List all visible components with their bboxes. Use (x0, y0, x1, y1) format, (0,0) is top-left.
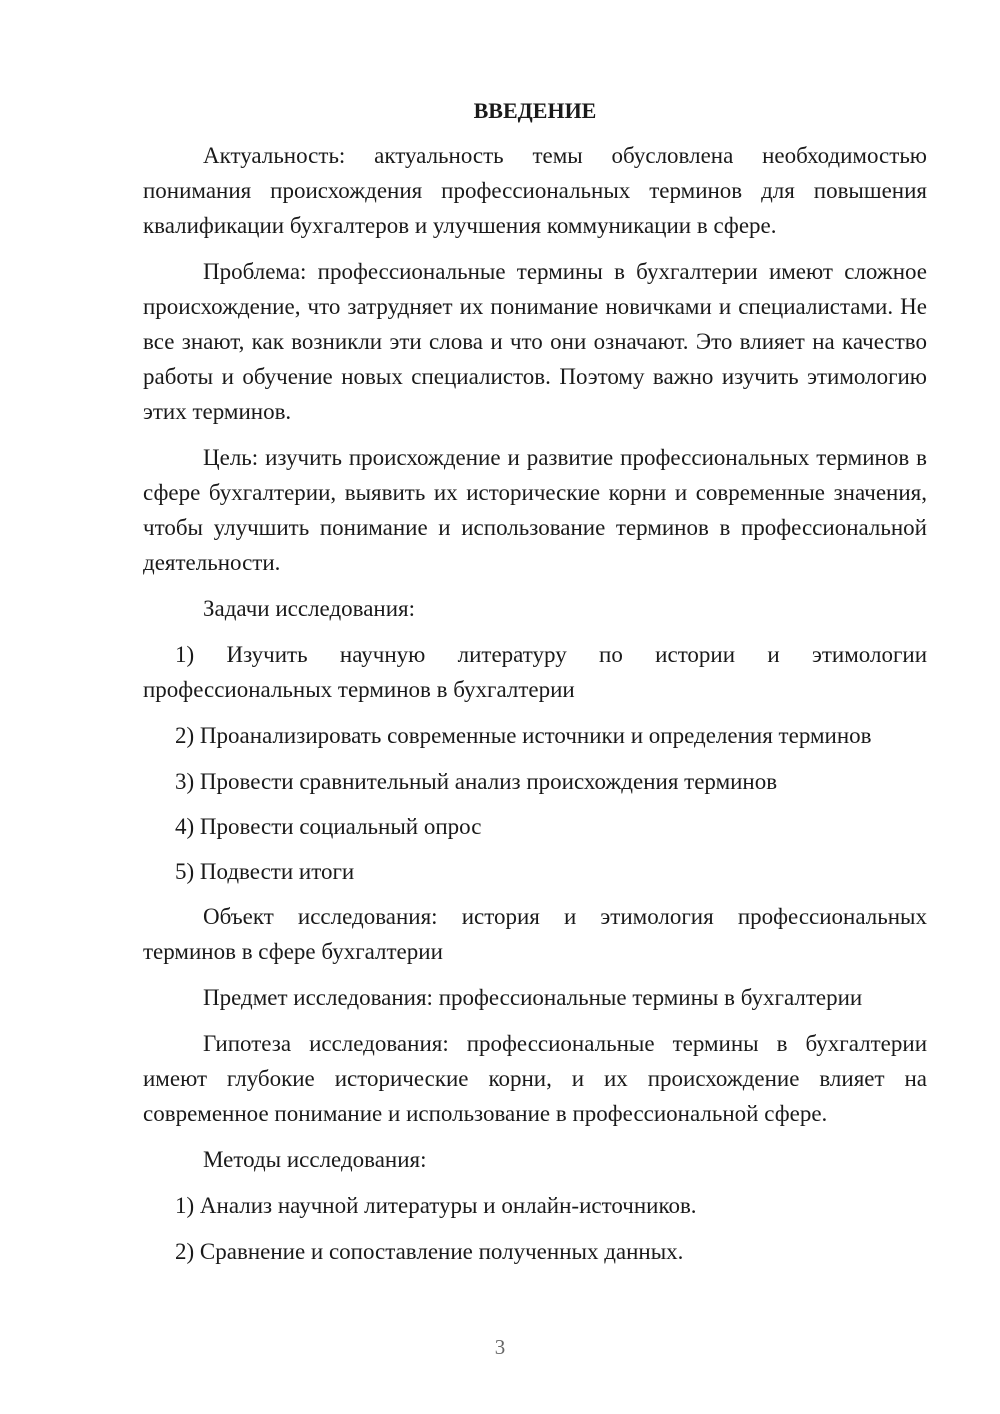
page-content (143, 96, 927, 1280)
hypothesis-paragraph: Гипотеза исследования: профессиональные термины в бухгалтерии имеют глубокие исторические корни, и их происхождение влияет на современное понимание и использование в профессиональной сфере. (143, 1031, 927, 1126)
object-paragraph: Объект исследования: история и этимология профессиональных терминов в сфере бухгалтерии (143, 904, 927, 964)
method-item: 2) Сравнение и сопоставление полученных данных. (175, 1239, 684, 1264)
task-item: 3) Провести сравнительный анализ происхождения терминов (175, 769, 778, 794)
section-heading: ВВЕДЕНИЕ (473, 98, 597, 123)
tasks-heading: Задачи исследования: (203, 596, 416, 621)
subject-paragraph: Предмет исследования: профессиональные термины в бухгалтерии (203, 985, 863, 1010)
task-item: 4) Провести социальный опрос (175, 814, 482, 839)
goal-paragraph: Цель: изучить происхождение и развитие профессиональных терминов в сфере бухгалтерии, выявить их исторические корни и современные значения, чтобы улучшить понимание и использование терминов в профессиональной деятельности. (143, 445, 927, 575)
task-item: 2) Проанализировать современные источники и определения терминов (175, 723, 872, 748)
task-item: 5) Подвести итоги (175, 859, 355, 884)
methods-heading: Методы исследования: (203, 1147, 427, 1172)
problem-paragraph: Проблема: профессиональные термины в бухгалтерии имеют сложное происхождение, что затрудняет их понимание новичками и специалистами. Не все знают, как возникли эти слова и что они означают. Это влияет на качество работы и обучение новых специалистов. Поэтому важно изучить этимологию этих терминов. (143, 259, 927, 424)
task-item: 1) Изучить научную литературу по истории и этимологии профессиональных терминов в бухгалтерии (143, 642, 927, 702)
page-number: 3 (494, 1335, 506, 1359)
method-item: 1) Анализ научной литературы и онлайн-источников. (175, 1193, 697, 1218)
relevance-paragraph: Актуальность: актуальность темы обусловлена необходимостью понимания происхождения профессиональных терминов для повышения квалификации бухгалтеров и улучшения коммуникации в сфере. (143, 143, 927, 238)
